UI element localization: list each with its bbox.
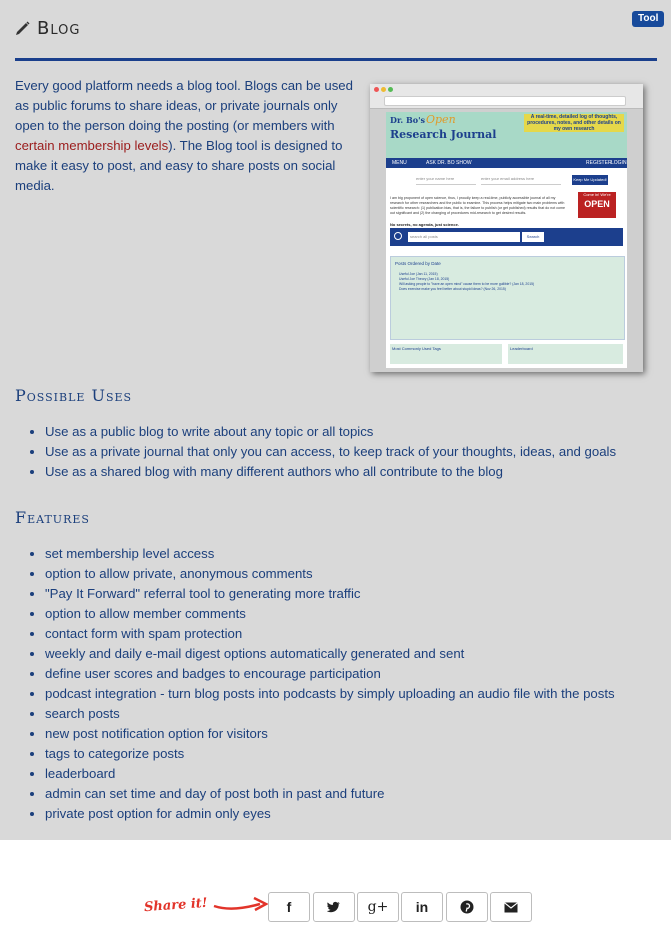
- list-item: • "Pay It Forward" referral tool to generating more traffic: [45, 584, 615, 604]
- post-item[interactable]: Useful Joe Theory (Jan 18, 2015): [399, 277, 450, 281]
- list-item: • admin can set time and day of post both in past and future: [45, 784, 615, 804]
- journal-search-input[interactable]: search all posts: [408, 232, 520, 242]
- share-twitter-button[interactable]: [313, 892, 355, 922]
- linkedin-icon: in: [415, 899, 429, 915]
- google-plus-icon: g+: [367, 899, 389, 915]
- search-icon: [394, 232, 402, 240]
- page-title: Blog: [37, 18, 81, 39]
- post-item[interactable]: Does exercise make you feel better about stupid ideas? (Nov 26, 2015): [399, 287, 506, 291]
- list-item: • new post notification option for visitors: [45, 724, 615, 744]
- share-facebook-button[interactable]: [268, 892, 310, 922]
- journal-body-text: I am big proponent of open science, thus, I proudly keep a real-time, publicly accessible journal of all my research for other researchers and the public to examine. This process helps mitigate two main problems with scientific research: (1) publication bias, that is, the failure to publish (or get published) results that do not come out significant and (2) the changing of procedures mid-research to get desired results.: [390, 196, 565, 215]
- name-input[interactable]: enter your name here: [416, 176, 476, 185]
- list-item: • define user scores and badges to encourage participation: [45, 664, 615, 684]
- list-item: • private post option for admin only eyes: [45, 804, 615, 824]
- tool-badge: Tool: [632, 11, 664, 27]
- journal-tagline: No secrets, no agenda, just science.: [390, 222, 459, 227]
- journal-banner: [386, 112, 627, 158]
- share-it-label: Share it!: [143, 895, 209, 916]
- banner-title-1: Dr. Bo's: [390, 115, 426, 125]
- intro-text-after: ). The Blog tool is designed to make it easy to post, and easy to share posts on social media.: [15, 138, 343, 193]
- twitter-icon: [327, 901, 341, 913]
- intro-paragraph: [15, 76, 361, 196]
- share-linkedin-button[interactable]: [401, 892, 443, 922]
- list-item: • podcast integration - turn blog posts into podcasts by simply uploading an audio file with the posts: [45, 684, 615, 704]
- journal-search-button[interactable]: Search: [522, 232, 544, 242]
- nav-menu[interactable]: MENU: [392, 160, 407, 166]
- posts-list: [399, 272, 534, 292]
- features-list: [15, 544, 615, 824]
- post-item[interactable]: Will asking people to "have an open mind" cause them to be more gullible? (Jan 18, 2015): [399, 282, 535, 286]
- list-item: • tags to categorize posts: [45, 744, 615, 764]
- tags-panel: Most Commonly Used Tags: [390, 344, 502, 364]
- blog-screenshot-image: [370, 84, 643, 372]
- pinterest-icon: [460, 900, 474, 914]
- list-item: • Use as a public blog to write about any topic or all topics: [45, 422, 616, 442]
- nav-login[interactable]: LOGIN: [611, 160, 627, 166]
- open-sign: [578, 192, 616, 218]
- banner-title-3: Research Journal: [390, 128, 497, 141]
- posts-panel: [390, 256, 625, 340]
- list-item: • option to allow private, anonymous comments: [45, 564, 615, 584]
- banner-right-text: A real-time, detailed log of thoughts, procedures, notes, and other details on my own research: [524, 114, 624, 132]
- open-sign-text: OPEN: [584, 199, 610, 209]
- open-sign-top: Come in! We're: [583, 192, 611, 197]
- posts-heading: Posts Ordered by Date: [395, 261, 441, 266]
- list-item: • contact form with spam protection: [45, 624, 615, 644]
- list-item: • option to allow member comments: [45, 604, 615, 624]
- intro-text-before: Every good platform needs a blog tool. Blogs can be used as public forums to share ideas, or private journals only open to the person doing the posting (or members with: [15, 78, 353, 133]
- uses-list: [15, 422, 616, 482]
- post-item[interactable]: Useful Joe (Jan 11, 2015): [399, 272, 438, 276]
- list-item: • leaderboard: [45, 764, 615, 784]
- share-email-button[interactable]: [490, 892, 532, 922]
- list-item: • Use as a private journal that only you can access, to keep track of your thoughts, ideas, and goals: [45, 442, 616, 462]
- share-pinterest-button[interactable]: [446, 892, 488, 922]
- nav-ask[interactable]: ASK DR. BO SHOW: [426, 160, 472, 166]
- list-item: • weekly and daily e-mail digest options automatically generated and sent: [45, 644, 615, 664]
- email-icon: [504, 902, 518, 913]
- possible-uses-title: Possible Uses: [15, 386, 133, 405]
- section-header: [15, 14, 657, 61]
- share-google-plus-button[interactable]: [357, 892, 399, 922]
- facebook-icon: f: [286, 899, 292, 915]
- keep-updated-button[interactable]: Keep Me Updated!: [572, 175, 608, 185]
- list-item: • Use as a shared blog with many different authors who all contribute to the blog: [45, 462, 616, 482]
- features-title: Features: [15, 508, 90, 527]
- journal-body: [386, 168, 627, 368]
- journal-search-bar: [390, 228, 623, 246]
- pencil-icon: [15, 20, 31, 36]
- arrow-right-icon: [212, 892, 270, 918]
- share-bar: [0, 840, 671, 936]
- browser-chrome: [370, 84, 643, 109]
- list-item: • search posts: [45, 704, 615, 724]
- leaderboard-panel: Leaderboard: [508, 344, 623, 364]
- list-item: • set membership level access: [45, 544, 615, 564]
- banner-title-2: Open: [426, 113, 456, 126]
- nav-register[interactable]: REGISTER: [586, 160, 612, 166]
- membership-levels-link[interactable]: certain membership levels: [15, 138, 169, 153]
- email-input[interactable]: enter your email address here: [481, 176, 561, 185]
- journal-nav: [386, 158, 627, 168]
